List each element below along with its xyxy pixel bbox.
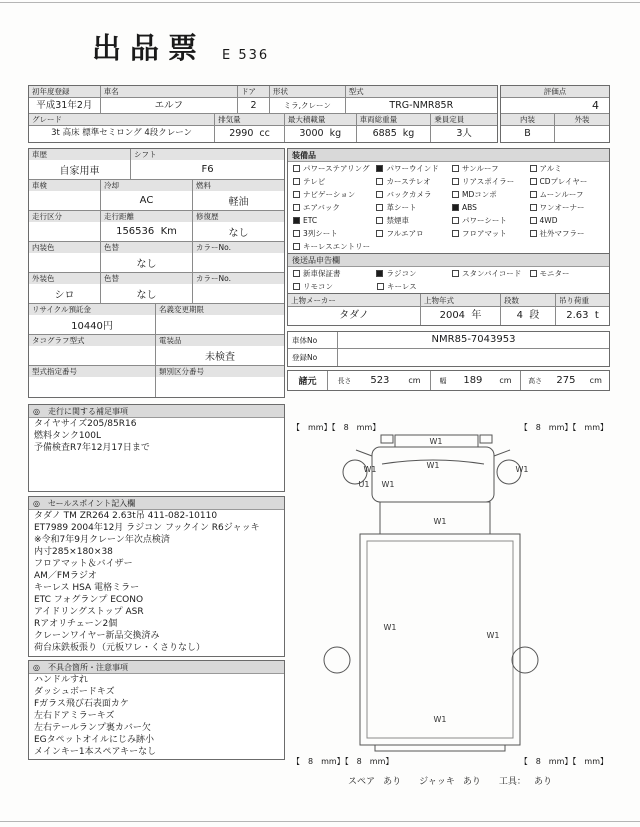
info-cell-recycle-deposit [29, 304, 156, 334]
width-label: 幅 [439, 376, 447, 385]
header-label: 形状 [270, 86, 346, 97]
sales-line: AM／FMラジオ [34, 571, 97, 581]
damage-label: W1 [433, 517, 447, 526]
checkbox-icon [376, 230, 383, 237]
first-registration: 平成31年2月 [29, 98, 101, 113]
sales-line: ※令和7年9月クレーン年次点検済 [34, 535, 170, 545]
equipment-item [288, 228, 371, 239]
registration-no-label: 登録No [288, 349, 338, 366]
mirror-left [356, 450, 372, 456]
measure: 【 mm】 [572, 757, 608, 766]
jack-value: あり [462, 777, 481, 787]
exterior-label: 外装 [574, 115, 590, 124]
info-value: 未検査 [205, 352, 235, 363]
checkbox-icon [452, 230, 459, 237]
info-label: 走行区分 [29, 211, 100, 222]
height-value: 275 [556, 375, 576, 386]
info-cell-interior-color [29, 242, 101, 272]
interior-grade: B [501, 126, 555, 142]
car-name: エルフ [101, 98, 238, 113]
exterior-grade [555, 126, 609, 142]
equipment-label: ムーンルーフ [539, 190, 584, 199]
info-label: 色替 [101, 242, 192, 253]
grade: 3t 高床 標準セミロング 4段クレーン [29, 126, 215, 142]
length-cell [328, 371, 431, 390]
info-cell-repair-history [193, 211, 284, 241]
checkbox-icon [376, 165, 383, 172]
height-unit: cm [589, 376, 602, 385]
section-sales-points [28, 496, 285, 657]
header-label: 最大積載量 [285, 114, 357, 125]
sales-line: アイドリングストップ ASR [34, 607, 144, 617]
equipment-label: カーステレオ [386, 177, 431, 186]
vehicle-top-view-diagram [288, 434, 612, 752]
sales-line: 内寸285×180×38 [34, 547, 113, 557]
info-cell-fuel [193, 180, 284, 210]
checkbox-icon [293, 243, 300, 250]
info-label: カラーNo. [193, 242, 284, 253]
equipment-item [447, 215, 525, 226]
header-label: 車名 [101, 86, 238, 97]
info-value: なし [136, 259, 157, 270]
info-label: 車歴 [29, 149, 130, 160]
cab [372, 447, 494, 502]
checkbox-icon [530, 204, 537, 211]
crane-year-label: 上物年式 [421, 294, 501, 306]
info-label: 型式指定番号 [29, 366, 155, 377]
info-label: 修復歴 [193, 211, 284, 222]
info-cell-electrical [156, 335, 284, 365]
crane-stages-label: 段数 [501, 294, 556, 306]
checkbox-icon [452, 191, 459, 198]
crane-capacity: 2.63 t [566, 310, 599, 321]
front-marker-left [381, 435, 393, 443]
info-cell-type-designation-no [29, 366, 156, 397]
body-no-label: 車体No [288, 332, 338, 348]
diagram-footer [288, 774, 612, 787]
equipment-label: ABS [462, 203, 477, 212]
consignment-item [372, 281, 448, 292]
sales-line: クレーンワイヤー新品交換済み [34, 631, 160, 641]
consignment-label: キーレス [387, 282, 417, 291]
equipment-label: アルミ [539, 164, 562, 173]
checkbox-icon [293, 270, 300, 277]
model-code: TRG-NMR85R [389, 100, 454, 111]
crane-maker: タダノ [288, 307, 421, 325]
equipment-label: 3列シート [303, 229, 338, 238]
sales-line: Rアオリチェーン2個 [34, 619, 118, 629]
info-cell-mileage [101, 211, 193, 241]
equipment-item [371, 228, 447, 239]
equipment-title: 装備品 [288, 149, 609, 162]
checkbox-icon [293, 204, 300, 211]
width-unit: cm [499, 376, 512, 385]
consignment-item [371, 268, 447, 279]
vehicle-info-table [28, 148, 285, 398]
info-value: F6 [201, 164, 214, 175]
checkbox-icon [452, 217, 459, 224]
info-cell-inspection [29, 180, 101, 210]
info-value [193, 284, 284, 303]
equipment-label: 社外マフラー [539, 229, 585, 238]
checkbox-icon [376, 178, 383, 185]
spare-label: スペア [348, 777, 376, 787]
tools-label: 工具： [498, 777, 526, 787]
registration-no-value [338, 349, 609, 366]
crane-year: 2004 年 [421, 307, 501, 325]
scan-edge-bottom [0, 821, 640, 822]
info-cell-class-no [156, 366, 284, 397]
rating-score: 4 [592, 99, 599, 112]
sales-line: ETC フォグランプ ECONO [34, 595, 144, 605]
header-label: 排気量 [215, 114, 285, 125]
equipment-label: パワーウインド [386, 164, 439, 173]
equipment-label: キーレスエントリー [303, 242, 371, 251]
measure: 【 8 mm】 [519, 423, 573, 432]
consignment-item [447, 268, 525, 279]
crane-capacity-label: 吊り荷重 [559, 296, 589, 305]
info-label: リサイクル預託金 [29, 304, 155, 315]
scan-edge-top [0, 2, 640, 3]
length-value: 523 [370, 375, 390, 386]
equipment-item [288, 163, 371, 174]
checkbox-icon [530, 165, 537, 172]
sales-line: タダノ TM ZR264 2.63t吊 411-082-10110 [34, 511, 218, 521]
defect-line: ハンドルすれ [34, 675, 89, 685]
measure: 【 8 mm】 [519, 757, 573, 766]
sales-line: ET7989 2004年12月 ラジコン フックイン R6ジャッキ [34, 523, 260, 533]
sales-line: フロアマット＆バイザー [34, 559, 133, 569]
info-cell-history [29, 149, 131, 179]
equipment-item [288, 241, 448, 252]
checkbox-icon [293, 283, 300, 290]
info-value [29, 191, 100, 210]
info-value: なし [228, 228, 249, 239]
header-table [28, 85, 498, 143]
measure: 【 8 mm】 [331, 423, 381, 432]
info-label: 電装品 [156, 335, 284, 346]
equipment-label: エアバック [303, 203, 340, 212]
info-label: 内装色 [29, 242, 100, 253]
equipment-item [371, 176, 447, 187]
consignment-box [287, 253, 610, 294]
defect-line: Fガラス飛び石表面カケ [34, 699, 129, 709]
damage-label: U1 [358, 480, 370, 489]
equipment-item [288, 216, 371, 225]
checkbox-icon [452, 178, 459, 185]
length-label: 長さ [337, 376, 352, 385]
vehicle-number-box [287, 331, 610, 367]
equipment-label: 革シート [386, 203, 417, 212]
checkbox-icon [530, 270, 537, 277]
damage-label: W1 [429, 437, 443, 446]
measure: 【 mm】 [572, 423, 608, 432]
equipment-item [371, 215, 447, 226]
equipment-label: リアスポイラー [462, 177, 515, 186]
damage-label: W1 [363, 465, 377, 474]
damage-label: W1 [486, 631, 500, 640]
defect-line: ダッシュボードキズ [34, 687, 115, 697]
spare-value: あり [383, 777, 402, 787]
checkbox-icon [452, 270, 459, 277]
info-cell-color-no [193, 273, 284, 303]
equipment-item [525, 176, 609, 187]
body-no-value: NMR85-7043953 [431, 334, 516, 345]
checkbox-icon [293, 178, 300, 185]
info-value [156, 315, 284, 334]
sales-line: キーレス HSA 電格ミラー [34, 583, 140, 593]
info-value: 156536 Km [116, 226, 177, 237]
equipment-box [287, 148, 610, 254]
measure: 【 8 mm】 [292, 757, 345, 766]
consignment-label: スタンバイコード [462, 269, 522, 278]
section-title: ◎ 走行に関する補足事項 [29, 405, 284, 418]
defect-line: メインキー1本スペアキーなし [34, 747, 157, 757]
checkbox-icon [530, 191, 537, 198]
info-value [193, 253, 284, 272]
note-line: 予備検査R7年12月17日まで [34, 443, 150, 453]
equipment-item [371, 202, 447, 213]
doors: 2 [238, 98, 270, 113]
equipment-item [371, 189, 447, 200]
equipment-label: フロアマット [462, 229, 507, 238]
checkbox-icon [376, 191, 383, 198]
equipment-label: ナビゲーション [303, 190, 356, 199]
info-label: 冷却 [101, 180, 192, 191]
consignment-label: ラジコン [386, 269, 417, 278]
consignment-label: リモコン [303, 282, 333, 291]
rear-wheel-right [512, 647, 538, 673]
checkbox-icon [452, 165, 459, 172]
equipment-label: ETC [303, 216, 318, 225]
measure: 【 8 mm】 [344, 757, 394, 766]
crane-maker-label: 上物メーカー [288, 294, 421, 306]
checkbox-icon [376, 270, 383, 277]
equipment-item [371, 163, 447, 174]
info-label: 燃料 [193, 180, 284, 191]
equipment-label: 4WD [539, 216, 558, 225]
equipment-item [288, 202, 371, 213]
width-value: 189 [463, 375, 483, 386]
info-cell-color-change [101, 273, 193, 303]
damage-label: W1 [383, 623, 397, 632]
consignment-label: 新車保証書 [303, 269, 341, 278]
info-label: 色替 [101, 273, 192, 284]
info-cell-color-no [193, 242, 284, 272]
equipment-item [288, 189, 371, 200]
dimensions-table [287, 370, 610, 391]
gross-weight: 6885 kg [357, 126, 432, 142]
interior-label: 内装 [501, 114, 555, 125]
equipment-item [447, 228, 525, 239]
length-unit: cm [408, 376, 421, 385]
info-cell-name-change-deadline [156, 304, 284, 334]
checkbox-icon [293, 230, 300, 237]
checkbox-icon [376, 217, 383, 224]
info-cell-shift [131, 149, 284, 179]
consignment-item [288, 268, 371, 279]
equipment-item [525, 228, 609, 239]
defect-line: 左右テールランプ裏カバー欠 [34, 723, 151, 733]
equipment-item [525, 189, 609, 200]
info-label: 走行距離 [101, 211, 192, 222]
equipment-item [447, 203, 525, 212]
equipment-label: サンルーフ [462, 164, 499, 173]
crane-stages: 4 段 [501, 307, 556, 325]
crane-table [287, 293, 610, 326]
info-value: AC [139, 195, 154, 206]
capacity-persons: 3人 [456, 128, 472, 139]
info-value [29, 222, 100, 241]
defect-line: EGタペットオイルにじみ跡小 [34, 735, 154, 745]
checkbox-icon [530, 230, 537, 237]
equipment-label: フルエアロ [386, 229, 424, 238]
diagram-measures-top [288, 422, 612, 434]
info-value: 軽油 [228, 197, 249, 208]
diagram-area [288, 422, 612, 787]
checkbox-icon [530, 178, 537, 185]
sales-line: 荷台床鉄板張り（元板ワレ・くさりなし） [34, 643, 206, 653]
note-line: タイヤサイズ205/85R16 [34, 419, 137, 429]
info-value: シロ [54, 290, 75, 301]
equipment-item [447, 163, 525, 174]
equipment-label: MDコンポ [462, 190, 497, 199]
checkbox-icon [293, 191, 300, 198]
note-line: 燃料タンク100L [34, 431, 102, 441]
width-cell [431, 371, 521, 390]
reference-number: E 536 [222, 48, 270, 63]
consignment-label: モニター [539, 269, 570, 278]
equipment-label: テレビ [303, 177, 326, 186]
info-label: タコグラフ型式 [29, 335, 155, 346]
equipment-label: 禁煙車 [386, 216, 409, 225]
header-label: ドア [238, 86, 270, 97]
rear-bumper [375, 745, 505, 751]
info-label: 類別区分番号 [156, 366, 284, 377]
equipment-label: CDプレイヤー [539, 177, 588, 186]
jack-label: ジャッキ [419, 777, 455, 787]
info-value: 自家用車 [59, 166, 100, 177]
equipment-label: バックカメラ [386, 190, 432, 199]
mirror-right [494, 450, 510, 456]
section-driving-notes [28, 404, 285, 492]
displacement: 2990 cc [215, 126, 285, 142]
consignment-item [525, 268, 609, 279]
damage-label: W1 [433, 715, 447, 724]
info-label: 外装色 [29, 273, 100, 284]
info-label: カラーNo. [193, 273, 284, 284]
height-label: 高さ [528, 376, 543, 385]
height-cell [521, 371, 609, 390]
checkbox-icon [530, 217, 537, 224]
section-defects [28, 660, 285, 760]
equipment-label: ワンオーナー [539, 203, 585, 212]
page-title: 出品票 [92, 31, 207, 65]
equipment-item [525, 163, 609, 174]
front-marker-right [480, 435, 492, 443]
header-label: 車両総重量 [357, 114, 432, 125]
tools-value: あり [533, 777, 552, 787]
dimensions-title: 諸元 [288, 371, 328, 390]
checkbox-icon [293, 165, 300, 172]
info-value [29, 377, 155, 397]
consignment-title: 後送品申告欄 [288, 254, 609, 267]
checkbox-icon [376, 204, 383, 211]
rating-box [500, 85, 610, 143]
info-value: なし [136, 290, 157, 301]
info-label: シフト [131, 149, 284, 160]
section-title: ◎ 不具合箇所・注意事項 [29, 661, 284, 674]
header-label: 乗員定員 [434, 115, 465, 124]
equipment-item [525, 216, 609, 225]
rating-label: 評価点 [543, 87, 567, 96]
consignment-item [288, 281, 372, 292]
checkbox-icon [293, 217, 300, 224]
equipment-item [288, 176, 371, 187]
header-label: 初年度登録 [29, 86, 101, 97]
equipment-item [447, 189, 525, 200]
equipment-item [525, 202, 609, 213]
damage-label: W1 [515, 465, 529, 474]
header-label: グレード [29, 114, 215, 125]
info-label: 名義変更期限 [156, 304, 284, 315]
info-cell-mileage-class [29, 211, 101, 241]
max-load: 3000 kg [285, 126, 357, 142]
body-shape: ミラ,クレーン [270, 98, 346, 113]
info-cell-color-change [101, 242, 193, 272]
rear-wheel-left [324, 647, 350, 673]
equipment-label: パワーステアリング [303, 164, 370, 173]
info-value [29, 346, 155, 365]
section-title: ◎ セールスポイント記入欄 [29, 497, 284, 510]
info-label: 車検 [29, 180, 100, 191]
damage-label: W1 [426, 461, 440, 470]
checkbox-icon [452, 204, 459, 211]
damage-label: W1 [381, 480, 395, 489]
equipment-label: パワーシート [462, 216, 507, 225]
info-cell-cooling [101, 180, 193, 210]
measure: 【 mm】 [292, 423, 332, 432]
defect-line: 左右ドアミラーキズ [34, 711, 115, 721]
info-cell-exterior-color [29, 273, 101, 303]
checkbox-icon [377, 283, 384, 290]
info-value [29, 253, 100, 272]
info-cell-tachograph [29, 335, 156, 365]
info-value: 10440円 [71, 321, 113, 332]
equipment-item [447, 176, 525, 187]
info-value [156, 377, 284, 397]
diagram-measures-bottom [288, 756, 612, 768]
header-label: 型式 [348, 87, 364, 96]
